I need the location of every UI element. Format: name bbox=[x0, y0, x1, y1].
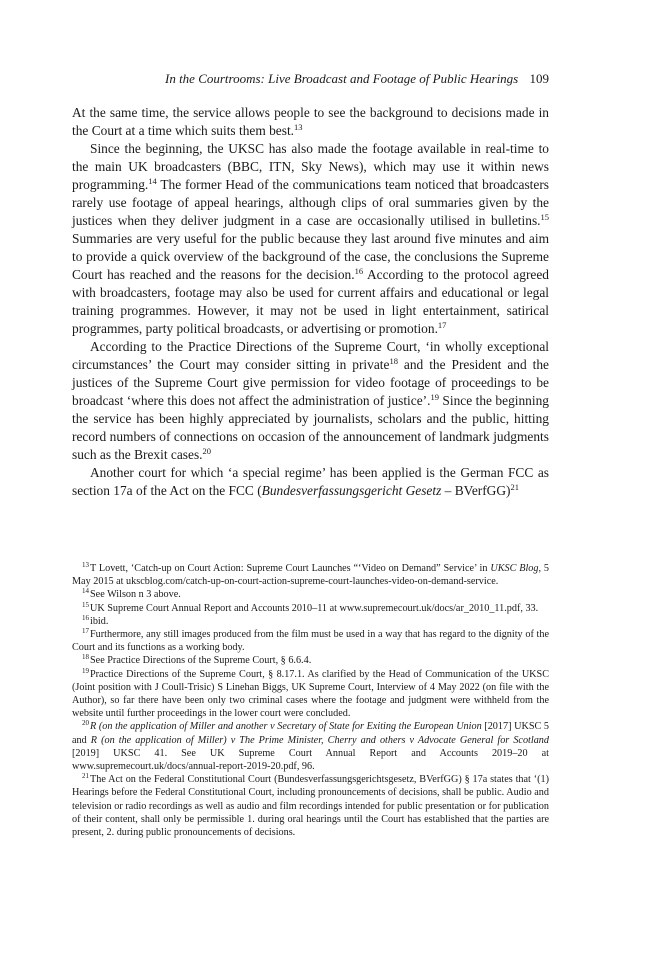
footnote-ref-17[interactable]: 17 bbox=[437, 320, 447, 330]
footnote-text: T Lovett, ‘Catch-up on Court Action: Supreme Court Launches “‘Video on Demand” Service’ in bbox=[90, 563, 491, 574]
page-number: 109 bbox=[529, 71, 549, 86]
main-text bbox=[72, 104, 549, 500]
footnote-text: [2019] UKSC 41. See UK Supreme Court Annual Report and Accounts 2019–20 at www.supremecourt.uk/docs/annual-report-2019-20.pdf, 96. bbox=[72, 747, 549, 773]
footnote-17 bbox=[72, 628, 549, 654]
footnote-ref-18[interactable]: 18 bbox=[389, 356, 398, 366]
footnote-text: See Practice Directions of the Supreme Court, § 6.6.4. bbox=[90, 655, 312, 667]
paragraph-4 bbox=[72, 464, 549, 500]
footnote-ref-15[interactable]: 15 bbox=[540, 212, 549, 222]
paragraph-2-text-c: Summaries are very useful for the public because they last around five minutes and aim to provide a quick overview of the background of the case, the conclusions the Supreme Court has reached and the reasons for the decision. bbox=[72, 231, 549, 282]
footnote-number: 14 bbox=[82, 587, 89, 596]
paragraph-3-text-a: According to the Practice Directions of the Supreme Court, ‘in wholly exceptional circumstances’ the Court may consider sitting in private bbox=[72, 339, 549, 372]
footnote-ref-21[interactable]: 21 bbox=[510, 482, 519, 492]
footnote-number: 19 bbox=[82, 666, 89, 675]
footnote-ref-14[interactable]: 14 bbox=[148, 176, 157, 186]
footnote-20 bbox=[72, 720, 549, 773]
paragraph-2-text-a: Since the beginning, the UKSC has also made the footage available in real-time to the main UK broadcasters (BBC, ITN, Sky News), which may use it within news programming. bbox=[72, 141, 549, 192]
footnote-ref-16[interactable]: 16 bbox=[354, 266, 364, 276]
footnote-number: 13 bbox=[82, 561, 89, 569]
footnote-number: 16 bbox=[82, 613, 89, 622]
running-head bbox=[72, 70, 549, 88]
footnote-text: [2017] UKSC 5 and bbox=[72, 721, 550, 746]
footnote-16 bbox=[72, 615, 549, 628]
paragraph-4-text-c: – BVerfGG) bbox=[441, 483, 511, 498]
footnote-text: Practice Directions of the Supreme Court, § 8.17.1. As clarified by the Head of Communication of the UKSC (Joint position with J Coull-Trisic) S Linehan Biggs, UK Supreme Court, Interview of 4 May 2022 (on file with the Author), so far there have been only two criminal cases where the footage and judgment were withheld from the website until further proceedings in the lower court were concluded. bbox=[72, 668, 549, 720]
paragraph-4-text-italic: Bundesverfassungsgericht Gesetz bbox=[261, 483, 442, 498]
footnotes bbox=[72, 562, 549, 839]
footnote-number: 17 bbox=[82, 627, 89, 636]
paragraph-3 bbox=[72, 338, 549, 464]
paragraph-1 bbox=[72, 104, 549, 140]
paragraph-3-text-b: and the President and the justices of the Supreme Court give permission for video footage of proceedings to be broadcast ‘where this does not affect the administration of justice’. bbox=[72, 357, 549, 408]
footnote-number: 20 bbox=[82, 719, 89, 728]
footnote-text: Furthermore, any still images produced from the film must be used in a way that has regard to the dignity of the Court and its functions as a working body. bbox=[72, 629, 549, 654]
footnote-21 bbox=[72, 773, 549, 839]
book-page bbox=[72, 0, 549, 975]
footnote-19 bbox=[72, 668, 549, 721]
footnote-number: 21 bbox=[82, 772, 89, 781]
footnote-number: 15 bbox=[82, 600, 89, 609]
footnote-text: The Act on the Federal Constitutional Court (Bundesverfassungsgerichtsgesetz, BVerfGG) § 17a states that ‘(1) Hearings before the Federal Constitutional Court, including pronouncements of decisions, shall be public. Audio and television or radio recordings as well as audio and film recordings intended for public presentation or for publication of their content, shall only be permissible 1. during oral hearings until the Court has established that the parties are present, 2. during public pronouncements of decisions. bbox=[72, 774, 549, 839]
running-head-title: In the Courtrooms: Live Broadcast and Footage of Public Hearings bbox=[164, 71, 519, 86]
footnote-ref-20[interactable]: 20 bbox=[202, 446, 212, 456]
footnote-14 bbox=[72, 588, 549, 601]
footnote-13 bbox=[72, 562, 549, 588]
footnote-ref-19[interactable]: 19 bbox=[430, 392, 439, 402]
paragraph-1-text: At the same time, the service allows people to see the background to decisions made in the Court at a time which suits them best. bbox=[72, 105, 549, 138]
paragraph-2-text-d: According to the protocol agreed with broadcasters, footage may also be used for current affairs and educational or legal training programmes. However, it may not be used in light entertainment, satirical programmes, party political broadcasts, or advertising or promotion. bbox=[72, 267, 549, 336]
footnote-text: , 5 May 2015 at ukscblog.com/catch-up-on-court-action-supreme-court-launches-video-on-demand-service. bbox=[72, 563, 550, 588]
paragraph-2 bbox=[72, 140, 549, 338]
paragraph-4-text-a: Another court for which ‘a special regime’ has been applied is the German FCC as section 17a of the Act on the FCC ( bbox=[72, 465, 549, 498]
footnote-text: ibid. bbox=[90, 615, 109, 627]
footnote-text-italic: UKSC Blog bbox=[490, 563, 539, 574]
paragraph-3-text-c: Since the beginning the service has been highly appreciated by journalists, scholars and the public, hitting record numbers of connections on occasion of the announcement of landmark judgments such as the Brexit cases. bbox=[72, 393, 549, 462]
footnote-ref-13[interactable]: 13 bbox=[294, 122, 303, 132]
footnote-18 bbox=[72, 654, 549, 667]
footnote-15 bbox=[72, 602, 549, 615]
footnote-number: 18 bbox=[82, 653, 89, 662]
footnote-text-italic: R (on the application of Miller and another v Secretary of State for Exiting the European Union bbox=[90, 721, 482, 733]
paragraph-2-text-b: The former Head of the communications team noticed that broadcasters rarely use footage of appeal hearings, although clips of oral summaries given by the justices when they deliver judgment in a case are occasionally utilised in bulletins. bbox=[72, 177, 549, 228]
footnote-text: UK Supreme Court Annual Report and Accounts 2010–11 at www.supremecourt.uk/docs/ar_2010_11.pdf, 33. bbox=[90, 602, 539, 614]
footnote-text: See Wilson n 3 above. bbox=[90, 589, 181, 601]
footnote-text-italic: R (on the application of Miller) v The Prime Minister, Cherry and others v Advocate General for Scotland bbox=[90, 734, 549, 746]
